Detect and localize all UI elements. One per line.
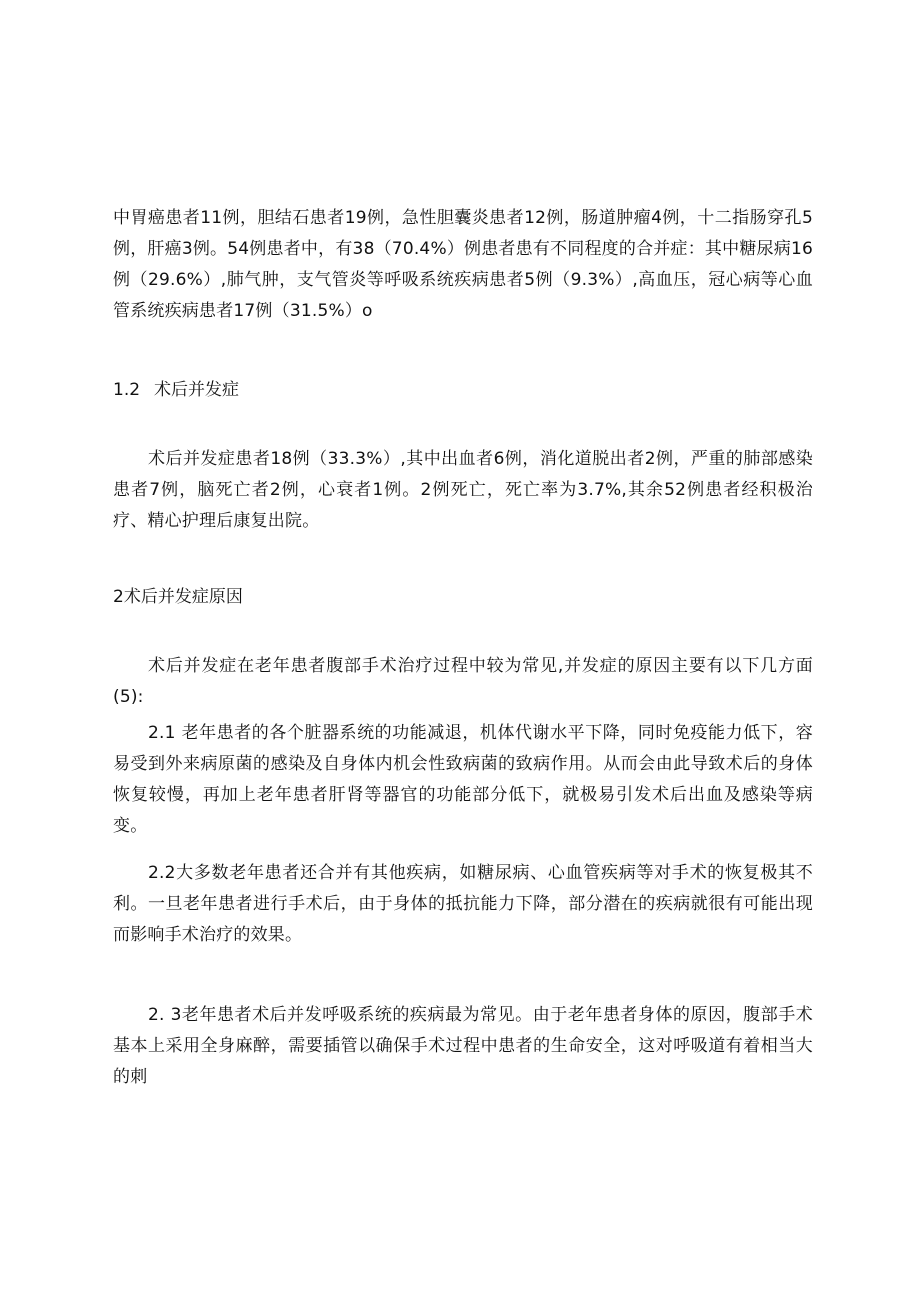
causes-intro-paragraph: 术后并发症在老年患者腹部手术治疗过程中较为常见,并发症的原因主要有以下几方面(5):: [113, 656, 813, 707]
point-2-3-paragraph: 2. 3老年患者术后并发呼吸系统的疾病最为常见。由于老年患者身体的原因，腹部手术基本上采用全身麻醉，需要插管以确保手术过程中患者的生命安全，这对呼吸道有着相当大的刺: [113, 1005, 813, 1087]
section-heading-2: 2术后并发症原因: [113, 587, 243, 607]
section-heading-1-2: [113, 378, 239, 402]
section-number-1-2: 1.2: [113, 380, 141, 400]
point-2-1-paragraph: 2.1 老年患者的各个脏器系统的功能减退，机体代谢水平下降，同时免疫能力低下，容易受到外来病原菌的感染及自身体内机会性致病菌的致病作用。从而会由此导致术后的身体恢复较慢，再加上老年患者肝肾等器官的功能部分低下，就极易引发术后出血及感染等病变。: [113, 723, 813, 836]
complications-paragraph: 术后并发症患者18例（33.3%）,其中出血者6例，消化道脱出者2例，严重的肺部感染患者7例，脑死亡者2例，心衰者1例。2例死亡，死亡率为3.7%,其余52例患者经积极治疗、精心护理后康复出院。: [113, 449, 813, 531]
section-title-1-2: 术后并发症: [154, 380, 240, 400]
point-2-2-paragraph: 2.2大多数老年患者还合并有其他疾病，如糖尿病、心血管疾病等对手术的恢复极其不利。一旦老年患者进行手术后，由于身体的抵抗能力下降，部分潜在的疾病就很有可能出现而影响手术治疗的效果。: [113, 863, 813, 945]
intro-paragraph: 中胃癌患者11例，胆结石患者19例，急性胆囊炎患者12例，肠道肿瘤4例，十二指肠穿孔5例，肝癌3例。54例患者中，有38（70.4%）例患者患有不同程度的合并症：其中糖尿病16例（29.6%）,肺气肿，支气管炎等呼吸系统疾病患者5例（9.3%）,高血压，冠心病等心血管系统疾病患者17例（31.5%）o: [113, 208, 813, 321]
